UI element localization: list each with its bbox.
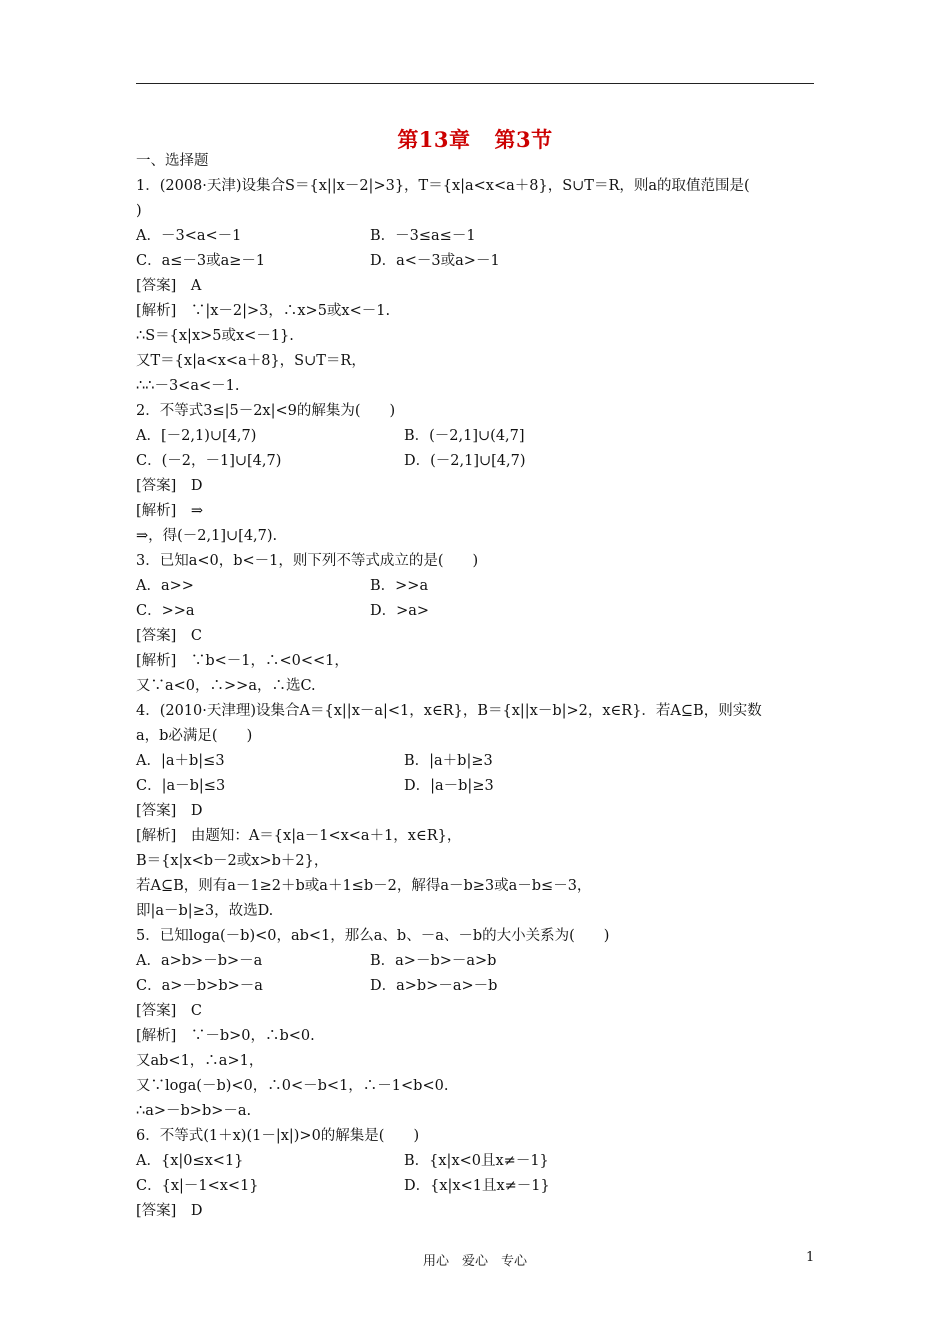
question-4-explanation-line: B＝{x|x<b－2或x>b＋2}， — [136, 853, 329, 869]
question-5-stem: 5．已知loga(－b)<0，ab<1，那么a、b、－a、－b的大小关系为( ) — [136, 928, 610, 944]
option-d: D．|a－b|≥3 — [404, 778, 494, 794]
footer-motto: 用心 爱心 专心 — [422, 1254, 527, 1269]
title-section: 第3节 — [494, 127, 553, 152]
option-d: D．a<－3或a>－1 — [370, 253, 500, 269]
option-c: C．>>a — [136, 603, 195, 619]
option-a: A．[－2,1)∪[4,7) — [136, 428, 257, 444]
question-2-explanation-line: ⇒，得(－2,1]∪[4,7). — [136, 528, 278, 544]
question-4-stem-cont: a，b必满足( ) — [136, 728, 253, 744]
question-1-explanation-line: ∴S＝{x|x>5或x<－1}. — [136, 328, 294, 344]
option-b: B．－3≤a≤－1 — [370, 228, 476, 244]
option-c: C．{x|－1<x<1} — [136, 1178, 259, 1194]
option-c: C．a≤－3或a≥－1 — [136, 253, 266, 269]
option-a: A．{x|0≤x<1} — [136, 1153, 244, 1169]
question-3-explanation-line: 又∵a<0，∴>>a，∴选C. — [136, 678, 316, 694]
question-4-explanation: [解析] 由题知：A＝{x|a－1<x<a＋1，x∈R}， — [136, 828, 462, 844]
question-6-stem: 6．不等式(1＋x)(1－|x|)>0的解集是( ) — [136, 1128, 420, 1144]
question-2-stem: 2．不等式3≤|5－2x|<9的解集为( ) — [136, 403, 396, 419]
option-c: C．a>－b>b>－a — [136, 978, 263, 994]
option-a: A．a>> — [136, 578, 194, 594]
question-1-stem: 1．(2008·天津)设集合S＝{x||x－2|>3}，T＝{x|a<x<a＋8}，S∪T＝R，则a的取值范围是( — [136, 178, 750, 194]
question-3-stem: 3．已知a<0，b<－1，则下列不等式成立的是( ) — [136, 553, 479, 569]
question-2-explanation: [解析] ⇒ — [136, 503, 203, 519]
question-4-explanation-line: 即|a－b|≥3，故选D. — [136, 903, 274, 919]
question-1-explanation: [解析] ∵|x－2|>3，∴x>5或x<－1. — [136, 303, 391, 319]
option-b: B．(－2,1]∪(4,7] — [404, 428, 525, 444]
page-title — [0, 124, 950, 154]
question-5-explanation-line: ∴a>－b>b>－a. — [136, 1103, 252, 1119]
question-5-answer: [答案] C — [136, 1003, 202, 1019]
question-5-explanation: [解析] ∵－b>0，∴b<0. — [136, 1028, 315, 1044]
option-b: B．|a＋b|≥3 — [404, 753, 493, 769]
question-4-explanation-line: 若A⊆B，则有a－1≥2＋b或a＋1≤b－2，解得a－b≥3或a－b≤－3， — [136, 878, 592, 894]
question-3-explanation: [解析] ∵b<－1，∴<0<<1， — [136, 653, 349, 669]
option-a: A．a>b>－b>－a — [136, 953, 263, 969]
section-heading: 一、选择题 — [136, 153, 209, 169]
question-5-explanation-line: 又ab<1，∴a>1， — [136, 1053, 264, 1069]
option-b: B．{x|x<0且x≠－1} — [404, 1153, 549, 1169]
option-c: C．(－2，－1]∪[4,7) — [136, 453, 282, 469]
question-2-answer: [答案] D — [136, 478, 203, 494]
question-1-explanation-line: ∴∴－3<a<－1. — [136, 378, 240, 394]
page-number: 1 — [806, 1250, 815, 1265]
question-1-answer: [答案] A — [136, 278, 202, 294]
question-1-stem-cont: ) — [136, 203, 142, 219]
header-rule — [136, 83, 814, 84]
option-d: D．(－2,1]∪[4,7) — [404, 453, 526, 469]
option-c: C．|a－b|≤3 — [136, 778, 226, 794]
question-1-explanation-line: 又T＝{x|a<x<a＋8}，S∪T＝R， — [136, 353, 366, 369]
option-b: B．>>a — [370, 578, 429, 594]
option-d: D．a>b>－a>－b — [370, 978, 498, 994]
title-chapter: 第13章 — [397, 127, 471, 152]
question-6-answer: [答案] D — [136, 1203, 203, 1219]
option-d: D．>a> — [370, 603, 430, 619]
option-a: A．|a＋b|≤3 — [136, 753, 225, 769]
option-b: B．a>－b>－a>b — [370, 953, 497, 969]
option-d: D．{x|x<1且x≠－1} — [404, 1178, 550, 1194]
question-4-stem: 4．(2010·天津理)设集合A＝{x||x－a|<1，x∈R}，B＝{x||x－b|>2，x∈R}．若A⊆B，则实数 — [136, 703, 762, 719]
question-5-explanation-line: 又∵loga(－b)<0，∴0<－b<1，∴－1<b<0. — [136, 1078, 449, 1094]
option-a: A．－3<a<－1 — [136, 228, 242, 244]
question-3-answer: [答案] C — [136, 628, 202, 644]
question-4-answer: [答案] D — [136, 803, 203, 819]
